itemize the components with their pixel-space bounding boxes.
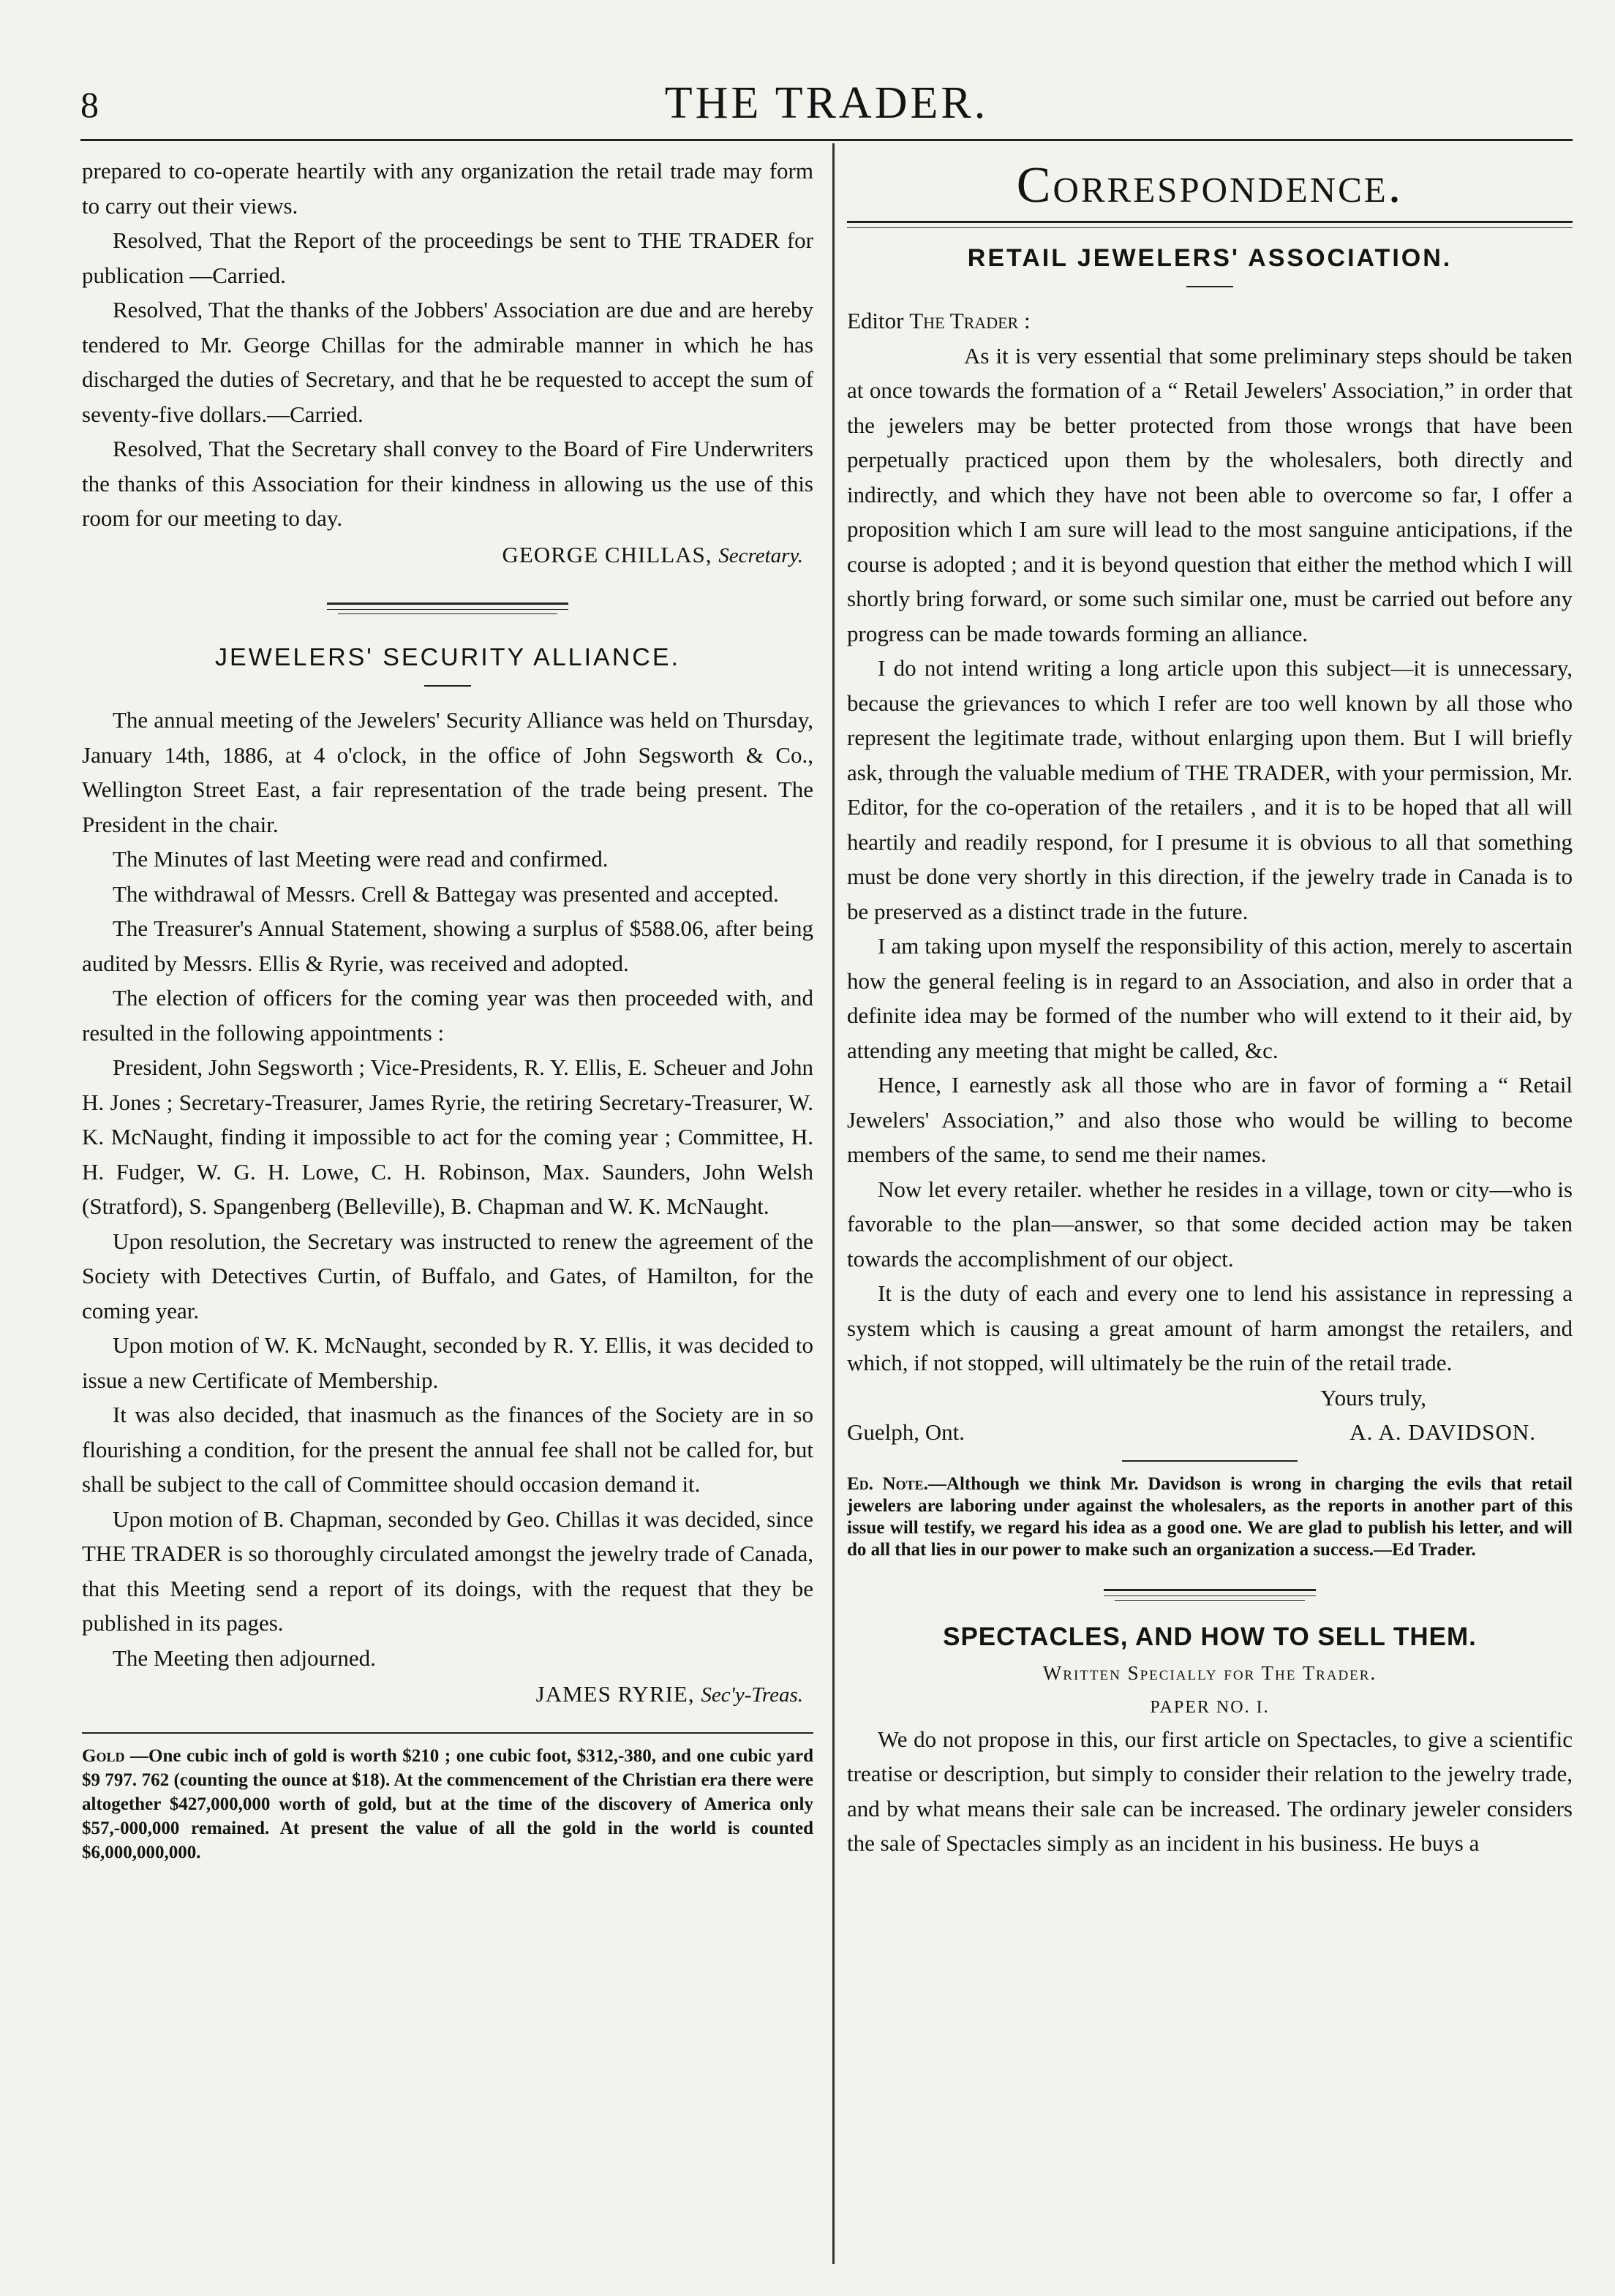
chillas-signature [82,537,803,574]
correspondence-rule [847,221,1573,228]
alliance-paragraph: The Treasurer's Annual Statement, showing a surplus of $588.06, after being audited by Messrs. Ellis & Ryrie, was received and adopted. [82,915,813,976]
alliance-paragraph: Upon motion of W. K. McNaught, seconded by R. Y. Ellis, it was decided to issue a new Certificate of Membership. [82,1332,813,1393]
letter-heading: RETAIL JEWELERS' ASSOCIATION. [967,244,1453,272]
signature-name: GEORGE CHILLAS, [502,541,712,567]
note-rule [1122,1460,1298,1462]
alliance-paragraph: The Minutes of last Meeting were read and confirmed. [113,846,609,872]
alliance-paragraph: It was also decided, that inasmuch as the finances of the Society are in so flourishing a condition, for the present the annual fee shall not be called for, but shall be subject to the call of Committee should occasion demand it. [82,1402,813,1497]
salutation-suffix: : [1018,308,1031,333]
section-rule [327,603,568,610]
editor-note-text: —Although we think Mr. Davidson is wrong in charging the evils that retail jewelers are laboring under against the wholesalers, as the reports in another part of this issue will testify, we regard his idea as a good one. We are glad to publish his letter, and will do all that lies in our power to make such an organization a success.—Ed Trader. [847,1473,1573,1560]
letter-paragraph: It is the duty of each and every one to lend his assistance in repressing a system which is causing a great amount of harm amongst the retailers, and which, if not stopped, will ultimately be the ruin of the retail trade. [847,1280,1573,1375]
spectacles-heading: SPECTACLES, AND HOW TO SELL THEM. [943,1622,1477,1651]
alliance-paragraph: The withdrawal of Messrs. Crell & Battegay was presented and accepted. [113,880,779,907]
alliance-paragraph: President, John Segsworth ; Vice-Presidents, R. Y. Ellis, E. Scheuer and John H. Jones ; Secretary-Treasurer, James Ryrie, the retiring Secretary-Treasurer, W. K. McNaught, finding it impossible to act for the coming year ; Committee, H. H. Fudger, W. G. H. Lowe, C. H. Robinson, Max. Saunders, John Welsh (Stratford), S. Spangenberg (Belleville), B. Chapman and W. K. McNaught. [82,1054,813,1219]
left-column [82,154,813,1865]
alliance-paragraph: The Meeting then adjourned. [113,1644,376,1671]
intro-paragraph: prepared to co-operate heartily with any organization the retail trade may form to carry out their views. [82,158,813,219]
right-column [847,154,1573,1861]
section-rule [338,613,557,614]
salutation-name: The Trader [909,308,1019,333]
gold-footnote [82,1744,813,1865]
alliance-paragraph: The annual meeting of the Jewelers' Security Alliance was held on Thursday, January 14th, 1886, at 4 o'clock, in the office of John Segsworth & Co., Wellington Street East, a fair representation of the trade being present. The President in the chair. [82,707,813,837]
letter-salutation [847,303,1573,339]
ryrie-signature [82,1677,803,1713]
footnote-text: —One cubic inch of gold is worth $210 ; one cubic foot, $312,-380, and one cubic yard $9 797. 762 (counting the ounce at $18). At the commencement of the Christian era there were altogether $427,000,000 worth of gold, but at the time of the discovery of America only $57,-000,000 remained. At present the value of all the gold in the world is counted $6,000,000,000. [82,1745,813,1862]
letter-paragraph: I do not intend writing a long article upon this subject—it is unnecessary, because the grievances to which I refer are too well known by all those who represent the legitimate trade, without enlarging upon them. But I will briefly ask, through the valuable medium of THE TRADER, with your permission, Mr. Editor, for the co-operation of the retailers , and it is to be hoped that all will heartily and readily respond, for I presume it is obvious to all that something must be done very shortly in this direction, if the jewelry trade in Canada is to be preserved as a distinct trade in the future. [847,655,1573,924]
editor-note [847,1473,1573,1561]
column-divider [832,143,835,2264]
intro-paragraph: Resolved, That the Report of the proceedings be sent to THE TRADER for publication —Carried. [82,227,813,288]
spectacles-byline: Written Specially for The Trader. [1042,1661,1377,1684]
header-rule [80,139,1573,141]
page-header [80,78,1573,136]
editor-note-lead: Ed. Note. [847,1473,928,1494]
section-rule [1104,1589,1316,1596]
signature-name: JAMES RYRIE, [535,1681,695,1707]
alliance-paragraph: Upon motion of B. Chapman, seconded by Geo. Chillas it was decided, since THE TRADER is so thoroughly circulated amongst the jewelry trade of Canada, that this Meeting send a report of its doings, with the request that they be published in its pages. [82,1506,813,1636]
letter-closing: Yours truly, [1320,1384,1426,1411]
signature-role: Secretary. [718,543,803,567]
intro-paragraph: Resolved, That the thanks of the Jobbers' Association are due and are hereby tendered to Mr. George Chillas for the admirable manner in which he has discharged the duties of Secretary, and that he be requested to accept the sum of seventy-five dollars.—Carried. [82,297,813,427]
signature-role: Sec'y-Treas. [701,1683,803,1707]
heading-rule [424,685,471,687]
letter-paragraph: As it is very essential that some preliminary steps should be taken at once towards the formation of a “ Retail Jewelers' Association,” in order that the jewelers may be better protected from those wrongs that have been perpetually practiced upon them by the wholesalers, both directly and indirectly, and which they have not been able to overcome so far, I offer a proposition which I am sure will lead to the most sanguine anticipations, if the course is adopted ; and it is beyond question that either the method which I will shortly bring forward, or some such similar one, must be carried out before any progress can be made towards forming an alliance. [847,342,1573,646]
paper-number: PAPER NO. I. [1150,1697,1270,1717]
heading-rule [1186,286,1233,287]
footnote-rule [82,1732,813,1734]
intro-paragraph: Resolved, That the Secretary shall convey to the Board of Fire Underwriters the thanks of this Association for their kindness in allowing us the use of this room for our meeting to day. [82,436,813,531]
letter-signoff [847,1415,1573,1450]
letter-paragraph: Now let every retailer. whether he resides in a village, town or city—who is favorable to the plan—answer, so that some decided action may be taken towards the accomplishment of our object. [847,1176,1573,1272]
letter-signer: A. A. DAVIDSON. [1349,1419,1536,1445]
salutation-prefix: Editor [847,308,910,333]
alliance-heading: JEWELERS' SECURITY ALLIANCE. [215,643,680,671]
letter-place: Guelph, Ont. [847,1419,965,1445]
alliance-paragraph: The election of officers for the coming year was then proceeded with, and resulted in the following appointments : [82,985,813,1046]
letter-paragraph: Hence, I earnestly ask all those who are in favor of forming a “ Retail Jewelers' Association,” and also those who would be willing to become members of the same, to send me their names. [847,1072,1573,1167]
alliance-paragraph: Upon resolution, the Secretary was instructed to renew the agreement of the Society with Detectives Curtin, of Buffalo, and Gates, of Hamilton, for the coming year. [82,1228,813,1323]
footnote-lead: Gold [82,1745,125,1766]
newspaper-title: THE TRADER. [664,78,989,128]
page-number: 8 [80,84,99,125]
letter-paragraph: I am taking upon myself the responsibility of this action, merely to ascertain how the general feeling is in regard to an Association, and also in order that a definite idea may be formed of the number who will extend to it their aid, by attending any meeting that might be called, &c. [847,933,1573,1063]
section-rule [1115,1600,1305,1601]
correspondence-heading: Correspondence. [1016,157,1404,214]
spectacles-paragraph: We do not propose in this, our first article on Spectacles, to give a scientific treatise or description, but simply to consider their relation to the jewelry trade, and by what means their sale can be increased. The ordinary jeweler considers the sale of Spectacles simply as an incident in his business. He buys a [847,1726,1573,1856]
